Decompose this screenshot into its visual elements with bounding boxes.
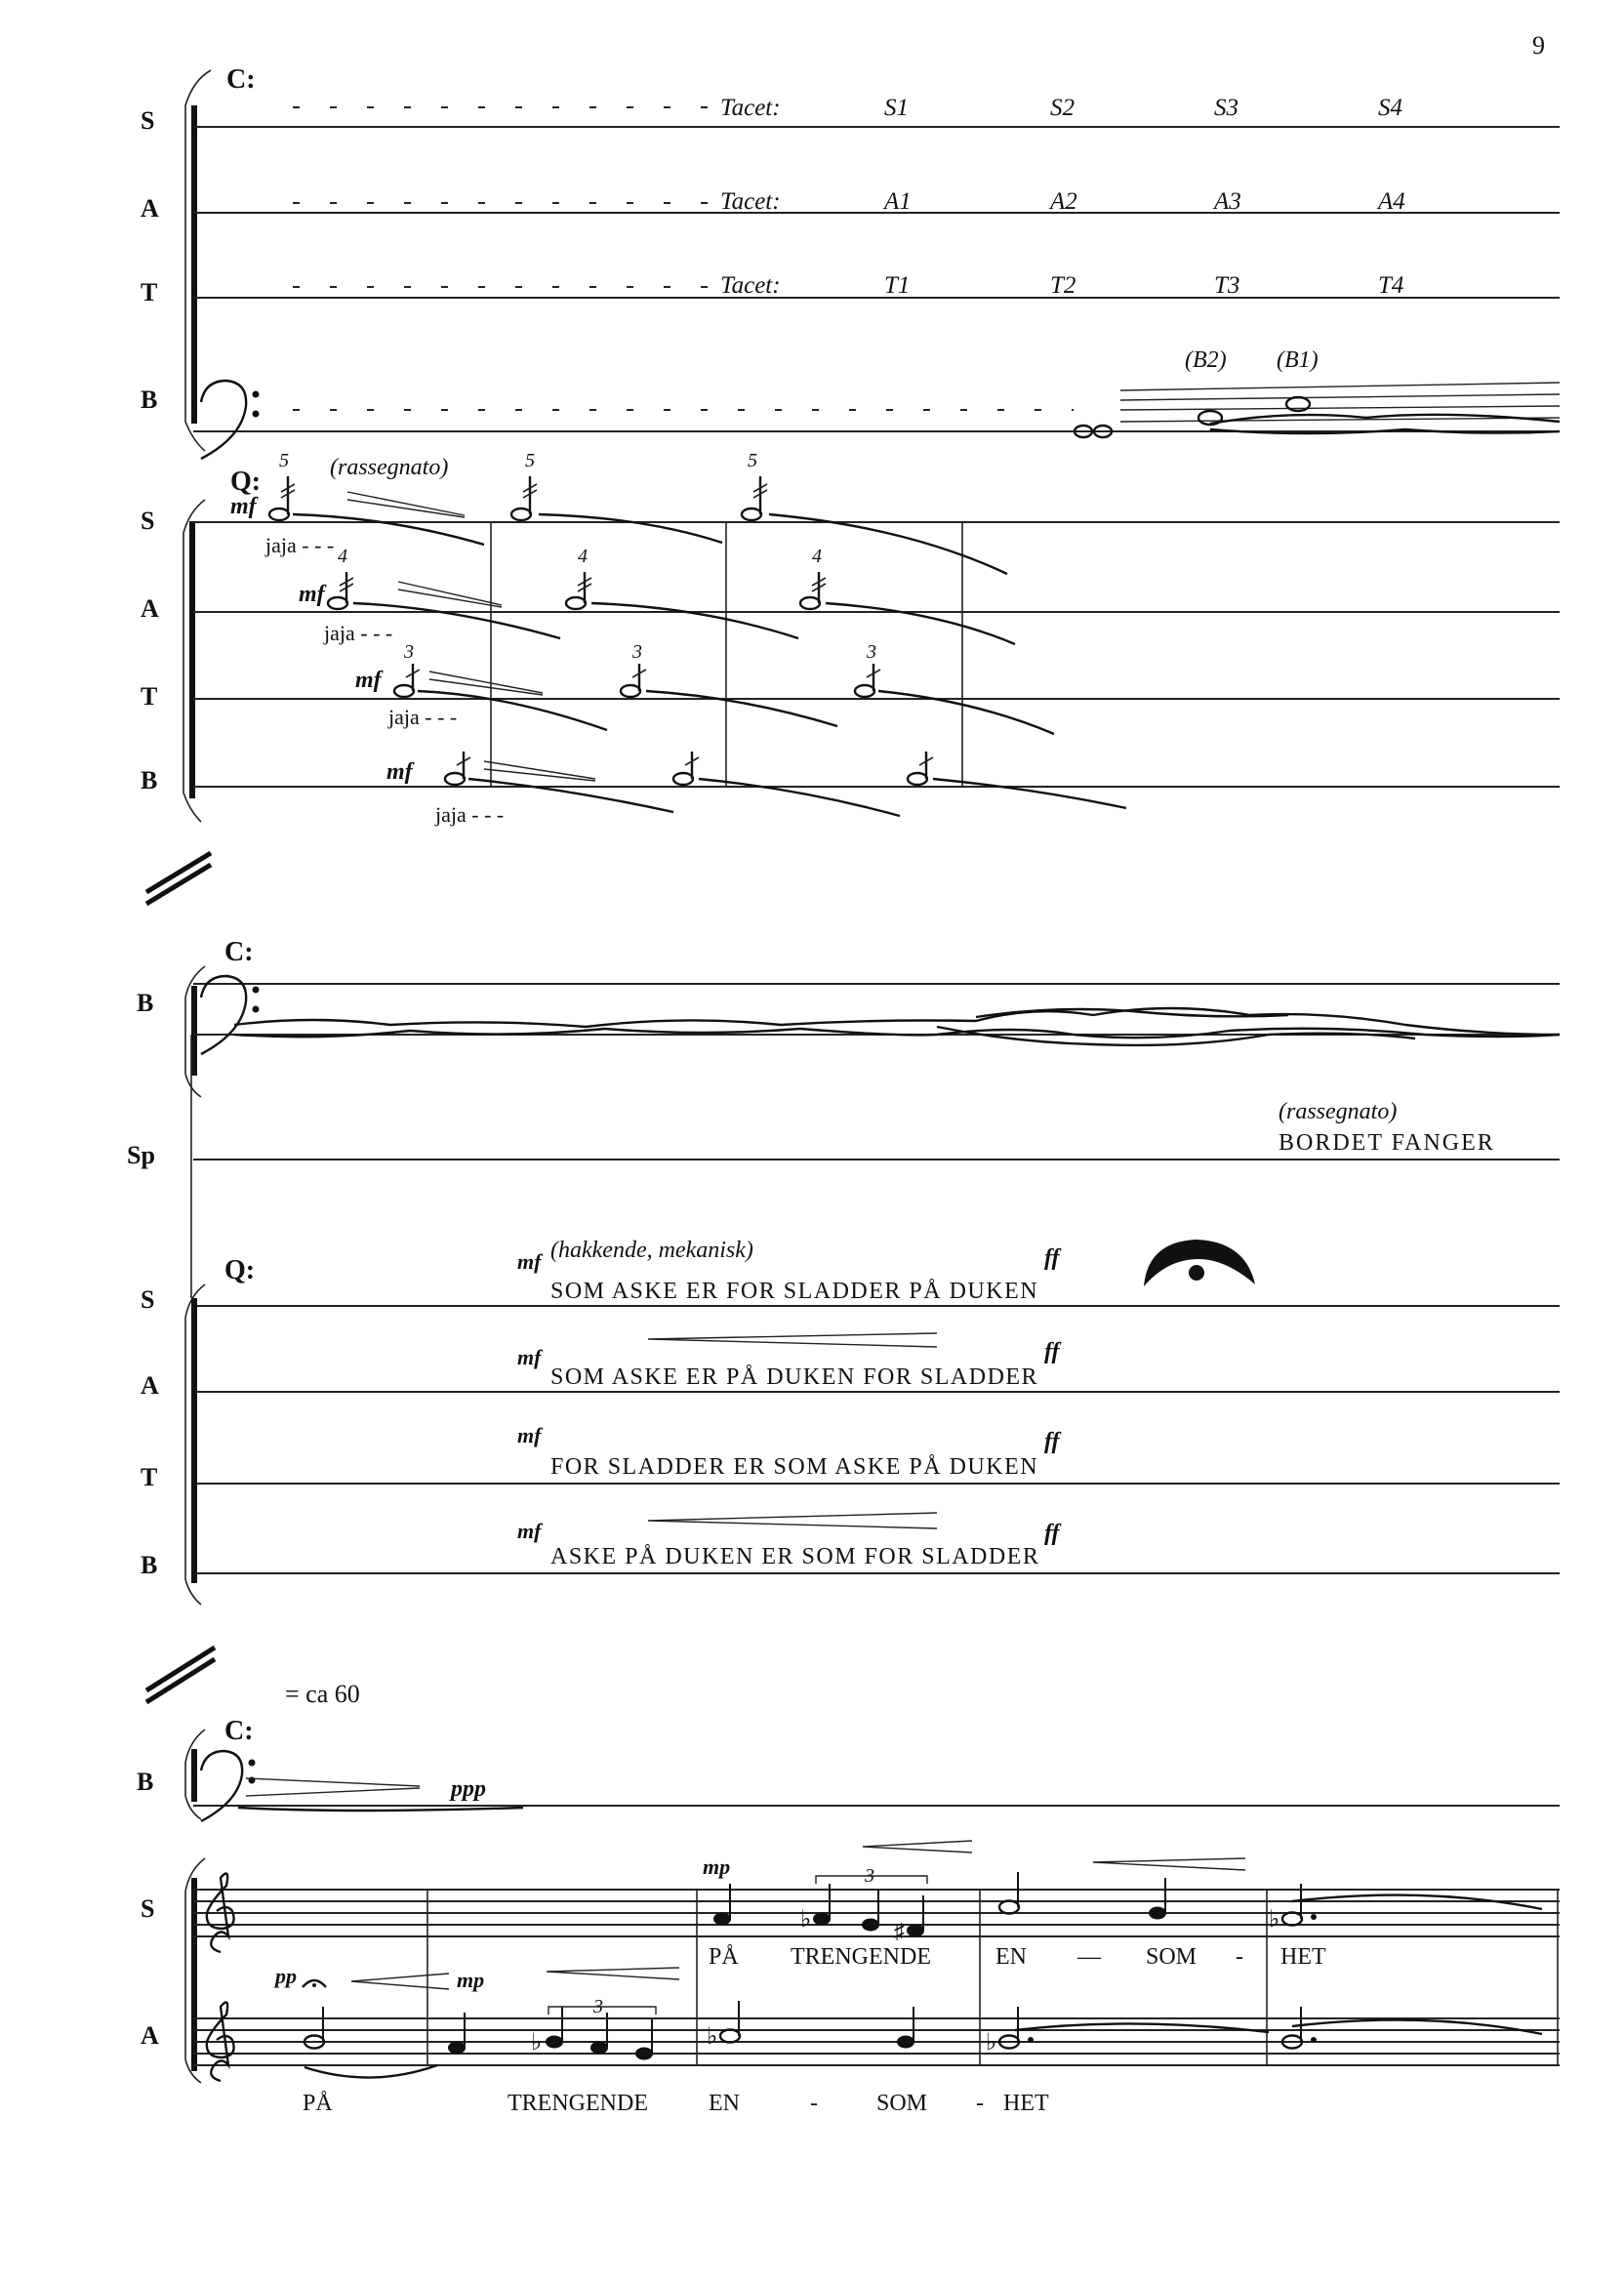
choir-label: C: — [224, 1716, 254, 1746]
alto-lyric: PÅ — [303, 2091, 333, 2116]
bass-drone-line — [238, 1808, 523, 1811]
tuplet-3: 3 — [404, 641, 414, 663]
alto-lyric: TRENGENDE — [508, 2091, 648, 2116]
tuplet-3: 3 — [867, 641, 876, 663]
alto-lyric: SOM — [876, 2091, 928, 2116]
dynamic-ff: ff — [1044, 1429, 1060, 1454]
part-label: A2 — [1050, 188, 1077, 215]
dynamic-ppp: ppp — [451, 1776, 486, 1802]
system-2 — [141, 450, 1560, 827]
part-label: A1 — [884, 188, 912, 215]
syllable-jaja: jaja - - - — [388, 705, 458, 729]
voice-label-a: A — [141, 194, 159, 223]
part-label: S3 — [1214, 95, 1238, 121]
speaker-note: (rassegnato) — [1279, 1099, 1398, 1124]
soprano-lyric: HET — [1280, 1944, 1326, 1970]
quartet-bracket — [191, 1298, 197, 1583]
system-1 — [141, 64, 1560, 459]
triplet-number: 3 — [593, 1996, 603, 2017]
voice-label-b: B — [137, 1768, 154, 1796]
dynamic-ff: ff — [1044, 1339, 1060, 1364]
part-label: T3 — [1214, 272, 1240, 299]
dynamic-mp: mp — [703, 1854, 731, 1879]
tacet-label: Tacet: — [720, 95, 781, 121]
tacet-row-s — [720, 95, 1402, 121]
glissando-curves — [293, 514, 1126, 816]
voice-label-s: S — [141, 507, 155, 535]
page-number: 9 — [1532, 31, 1545, 60]
tacet-row-t — [720, 272, 1403, 299]
dynamic-mf: mf — [386, 759, 413, 785]
dynamic-pp: pp — [275, 1964, 297, 1988]
soprano-lyric: TRENGENDE — [791, 1944, 931, 1970]
section-separator — [146, 853, 211, 904]
fermata-icon — [1144, 1240, 1255, 1286]
part-label: S4 — [1378, 95, 1402, 121]
part-label: T1 — [884, 272, 911, 299]
soprano-lyric: — — [1077, 1944, 1101, 1970]
system-1-bracket — [191, 105, 197, 424]
sharp-icon: ♯ — [894, 1919, 905, 1943]
voice-label-t: T — [141, 682, 158, 711]
quartet-label: Q: — [224, 1255, 256, 1285]
voice-label-a: A — [141, 594, 159, 623]
flat-icon: ♭ — [800, 1907, 812, 1933]
alto-lyric: - — [976, 2091, 984, 2116]
syllable-jaja: jaja - - - — [435, 802, 505, 827]
alto-hairpins — [351, 1968, 679, 1989]
dynamic-ff: ff — [1044, 1245, 1060, 1271]
system-2-barlines — [491, 522, 962, 787]
lyric-line: ASKE PÅ DUKEN ER SOM FOR SLADDER — [550, 1544, 1040, 1569]
tempo-marking: = ca 60 — [285, 1680, 360, 1708]
voice-label-s: S — [141, 1285, 155, 1314]
alto-lyric: EN — [709, 2091, 740, 2116]
alto-staff — [193, 2018, 1560, 2065]
voice-label-b: B — [137, 989, 154, 1017]
tuplet-5: 5 — [748, 450, 757, 471]
crescendo-hairpins — [648, 1333, 937, 1528]
flat-icon: ♭ — [707, 2024, 718, 2050]
bass-bracket — [191, 986, 197, 1076]
syllable-jaja: jaja - - - — [265, 533, 335, 557]
tuplet-3: 3 — [632, 641, 642, 663]
tuplet-4: 4 — [338, 546, 347, 567]
syllable-jaja: jaja - - - — [324, 621, 393, 645]
tuplet-4: 4 — [578, 546, 588, 567]
fermata-dot — [312, 1983, 316, 1987]
tacet-label: Tacet: — [720, 188, 781, 215]
part-label: T2 — [1050, 272, 1076, 299]
bass-cue-label: (B1) — [1277, 347, 1319, 373]
lyric-line: SOM ASKE ER FOR SLADDER PÅ DUKEN — [550, 1279, 1039, 1304]
voice-label-sp: Sp — [127, 1141, 155, 1169]
voice-label-b: B — [141, 386, 158, 414]
lyric-line: SOM ASKE ER PÅ DUKEN FOR SLADDER — [550, 1364, 1039, 1390]
choir-label: C: — [224, 937, 254, 967]
dynamic-ff: ff — [1044, 1521, 1060, 1546]
tacet-row-a — [720, 188, 1405, 215]
bass-clef-icon — [201, 976, 260, 1054]
flat-icon: ♭ — [1269, 1907, 1280, 1933]
bass-bracket — [191, 1749, 197, 1802]
dynamic-mf: mf — [517, 1519, 542, 1543]
triplet-number: 3 — [865, 1865, 874, 1887]
quartet-note: (hakkende, mekanisk) — [550, 1238, 753, 1263]
voice-label-t: T — [141, 278, 158, 306]
soprano-lyric: SOM — [1146, 1944, 1198, 1970]
voice-label-b: B — [141, 766, 158, 794]
part-label: A4 — [1378, 188, 1405, 215]
dynamic-mf: mf — [517, 1423, 542, 1447]
part-label: S2 — [1050, 95, 1075, 121]
dynamic-mp: mp — [457, 1968, 485, 1992]
soprano-lyric: - — [1236, 1944, 1243, 1970]
part-label: S1 — [884, 95, 909, 121]
tuplet-5: 5 — [525, 450, 535, 471]
alto-lyric: - — [810, 2091, 818, 2116]
bass-cluster-waves — [234, 1008, 1560, 1045]
tacet-label: Tacet: — [720, 272, 781, 299]
dynamic-mf: mf — [299, 582, 325, 607]
system-4 — [137, 1680, 1560, 2116]
speaker-text: BORDET FANGER — [1279, 1130, 1495, 1156]
soprano-hairpins — [863, 1841, 1245, 1870]
voice-label-a: A — [141, 2021, 159, 2050]
system-2-staff-lines — [193, 522, 1560, 787]
part-label: A3 — [1214, 188, 1241, 215]
voice-label-s: S — [141, 106, 155, 135]
quartet-label: Q: — [230, 467, 262, 497]
soprano-lyric: PÅ — [709, 1944, 739, 1970]
flat-icon: ♭ — [986, 2030, 997, 2056]
alto-lyric: HET — [1003, 2091, 1049, 2116]
dynamic-mf: mf — [230, 494, 257, 519]
dynamic-mf: mf — [517, 1249, 542, 1274]
voice-label-a: A — [141, 1371, 159, 1400]
voice-label-t: T — [141, 1463, 158, 1491]
performance-note: (rassegnato) — [330, 455, 449, 480]
bass-clef-icon — [201, 381, 260, 459]
tuplet-5: 5 — [279, 450, 289, 471]
system-2-bracket — [189, 521, 195, 798]
voice-label-b: B — [141, 1551, 158, 1579]
section-separator — [146, 1648, 215, 1702]
system-3 — [127, 937, 1560, 1605]
flat-icon: ♭ — [531, 2030, 543, 2056]
soprano-notes — [713, 1872, 1542, 1943]
decrescendo-hairpin — [246, 1778, 420, 1796]
choir-label: C: — [226, 64, 256, 95]
bass-clef-icon — [201, 1751, 256, 1821]
part-label: T4 — [1378, 272, 1404, 299]
voice-label-s: S — [141, 1894, 155, 1923]
dynamic-mf: mf — [355, 668, 382, 693]
bass-cue-label: (B2) — [1185, 347, 1227, 373]
lyric-line: FOR SLADDER ER SOM ASKE PÅ DUKEN — [550, 1454, 1039, 1480]
dynamic-mf: mf — [517, 1345, 542, 1369]
soprano-lyric: EN — [995, 1944, 1027, 1970]
tuplet-4: 4 — [812, 546, 822, 567]
